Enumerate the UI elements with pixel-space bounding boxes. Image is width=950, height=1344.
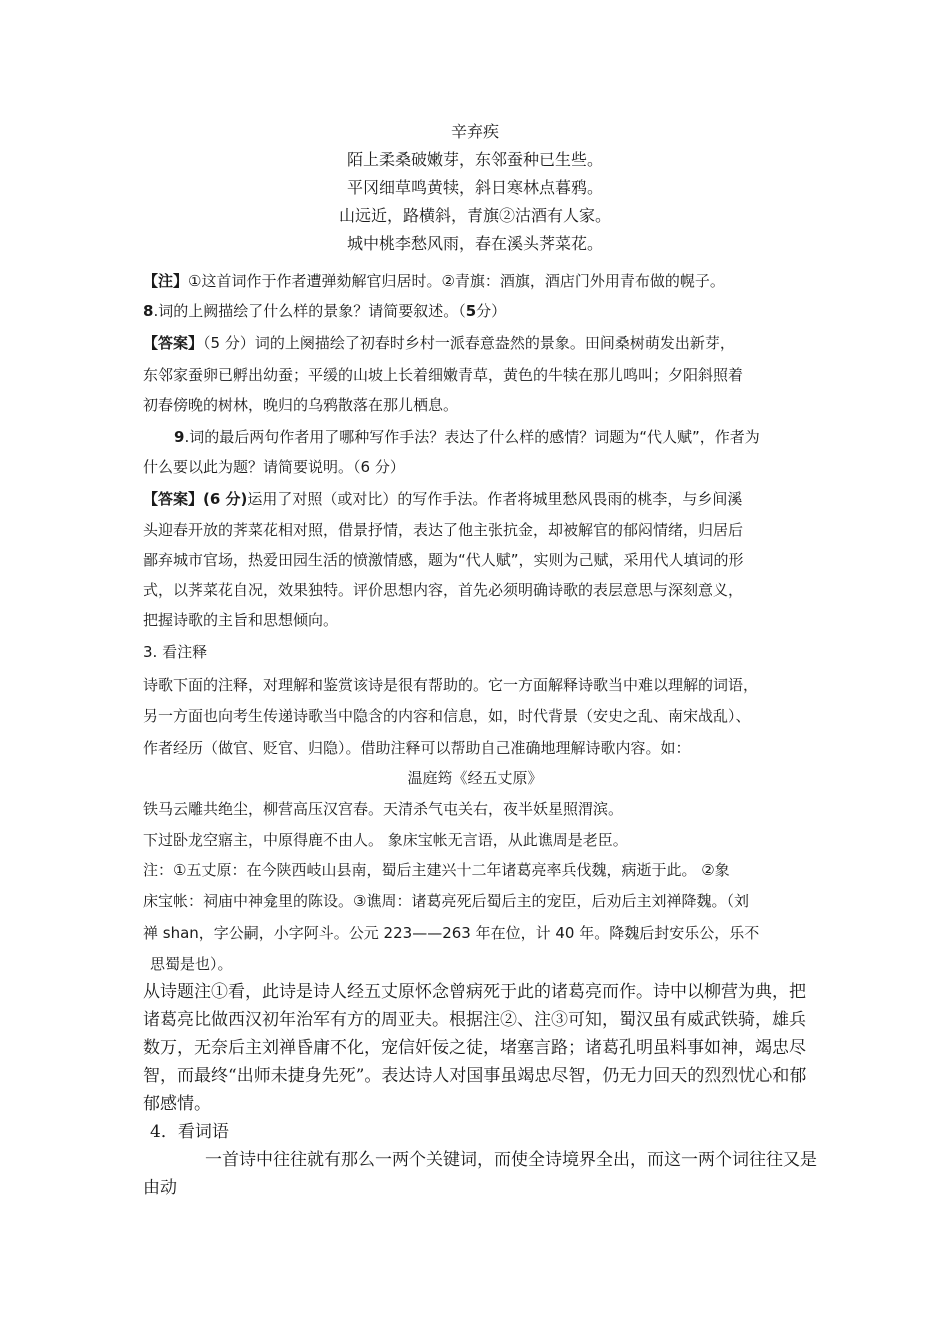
poem-line: 平冈细草鸣黄犊，斜日寒林点暮鸦。 xyxy=(346,178,603,197)
poem-author: 辛弃疾 xyxy=(450,122,499,141)
analysis-line: 数万，无奈后主刘禅昏庸不化，宠信奸佞之徒，堵塞言路；诸葛孔明虽料事如神，竭忠尽 xyxy=(143,1038,806,1058)
section-paragraph-line: 作者经历（做官、贬官、归隐）。借助注释可以帮助自己准确地理解诗歌内容。如： xyxy=(143,739,691,757)
section-paragraph-line: 另一方面也向考生传递诗歌当中隐含的内容和信息，如，时代背景（安史之乱、南宋战乱）、 xyxy=(143,707,751,725)
question-tail: 分） xyxy=(476,302,507,320)
section-heading: 3. 看注释 xyxy=(143,643,208,661)
analysis-line: 智，而最终“出师未捷身先死”。表达诗人对国事虽竭忠尽智，仍无力回天的烈烈忧心和郁 xyxy=(143,1066,807,1086)
answer-bracket: 【答案】 xyxy=(143,490,204,508)
poem-line: 城中桃李愁风雨，春在溪头荠菜花。 xyxy=(346,234,603,253)
answer-text: 运用了对照（或对比）的写作手法。作者将城里愁风畏雨的桃李，与乡间溪 xyxy=(247,490,743,508)
poem-note-line: 思蜀是也）。 xyxy=(150,955,233,973)
question-text: .词的最后两句作者用了哪种写作手法？表达了什么样的感情？词题为“代人赋”，作者为 xyxy=(184,428,760,446)
answer-9-line: 式，以荠菜花自况，效果独特。评价思想内容，首先必须明确诗歌的表层意思与深刻意义， xyxy=(143,581,744,599)
answer-8-line: 东邻家蚕卵已孵出幼蚕；平缓的山坡上长着细嫩青草，黄色的牛犊在那儿鸣叫；夕阳斜照着 xyxy=(143,366,744,384)
poem-title: 温庭筠《经五丈原》 xyxy=(407,769,543,787)
poem-line: 铁马云雕共绝尘，柳营高压汉宫春。天清杀气屯关右，夜半妖星照渭滨。 xyxy=(143,800,624,818)
answer-8-line: 初春傍晚的树林，晚归的乌鸦散落在那儿栖息。 xyxy=(143,396,459,414)
question-number: 8 xyxy=(143,302,154,320)
note-text: ①这首词作于作者遭弹劾解官归居时。②青旗：酒旗，酒店门外用青布做的幌子。 xyxy=(188,272,725,290)
poem-note-line: 注：①五丈原：在今陕西岐山县南，蜀后主建兴十二年诸葛亮率兵伐魏，病逝于此。 ②象 xyxy=(143,861,730,879)
note-bracket: 【注】 xyxy=(143,272,189,290)
question-9 xyxy=(174,426,760,448)
poem-note-line: 禅 shan，字公嗣，小字阿斗。公元 223——263 年在位，计 40 年。降魏后封安乐公，乐不 xyxy=(143,924,760,942)
answer-bracket: 【答案】 xyxy=(143,334,204,352)
section-paragraph-line: 一首诗中往往就有那么一两个关键词，而使全诗境界全出，而这一两个词往往又是 xyxy=(205,1150,817,1170)
poem-line: 陌上柔桑破嫩芽，东邻蚕种已生些。 xyxy=(346,150,603,169)
analysis-line: 从诗题注①看，此诗是诗人经五丈原怀念曾病死于此的诸葛亮而作。诗中以柳营为典，把 xyxy=(143,982,806,1002)
answer-9-line xyxy=(143,488,742,510)
analysis-line: 诸葛亮比做西汉初年治军有方的周亚夫。根据注②、注③可知，蜀汉虽有威武铁骑，雄兵 xyxy=(143,1010,806,1030)
question-number: 9 xyxy=(174,428,185,446)
note-paragraph xyxy=(143,270,725,292)
section-paragraph-line: 由动 xyxy=(143,1178,177,1198)
answer-9-line: 头迎春开放的荠菜花相对照，借景抒情，表达了他主张抗金，却被解官的郁闷情绪，归居后 xyxy=(143,521,744,539)
question-score: 5 xyxy=(465,302,477,320)
section-heading: 4．看词语 xyxy=(150,1122,229,1142)
poem-note-line: 床宝帐：祠庙中神龛里的陈设。③谯周：诸葛亮死后蜀后主的宠臣，后劝后主刘禅降魏。（刘 xyxy=(143,892,749,910)
question-8 xyxy=(143,300,506,322)
poem-line: 山远近，路横斜，青旗②沽酒有人家。 xyxy=(338,206,611,225)
answer-score: (6 分) xyxy=(203,490,248,508)
question-9-line: 什么要以此为题？请简要说明。（6 分） xyxy=(143,458,405,476)
answer-9-line: 把握诗歌的主旨和思想倾向。 xyxy=(143,611,339,629)
analysis-line: 郁感情。 xyxy=(143,1094,211,1114)
answer-text: （5 分）词的上阕描绘了初春时乡村一派春意盎然的景象。田间桑树萌发出新芽， xyxy=(203,334,735,352)
section-paragraph-line: 诗歌下面的注释，对理解和鉴赏该诗是很有帮助的。它一方面解释诗歌当中难以理解的词语， xyxy=(143,676,759,694)
answer-9-line: 鄙弃城市官场，热爱田园生活的愤激情感，题为“代人赋”，实则为己赋，采用代人填词的形 xyxy=(143,551,744,569)
answer-8-line xyxy=(143,332,735,354)
poem-line: 下过卧龙空寤主，中原得鹿不由人。 象床宝帐无言语，从此谯周是老臣。 xyxy=(143,831,628,849)
question-text: .词的上阙描绘了什么样的景象？请简要叙述。（ xyxy=(153,302,466,320)
